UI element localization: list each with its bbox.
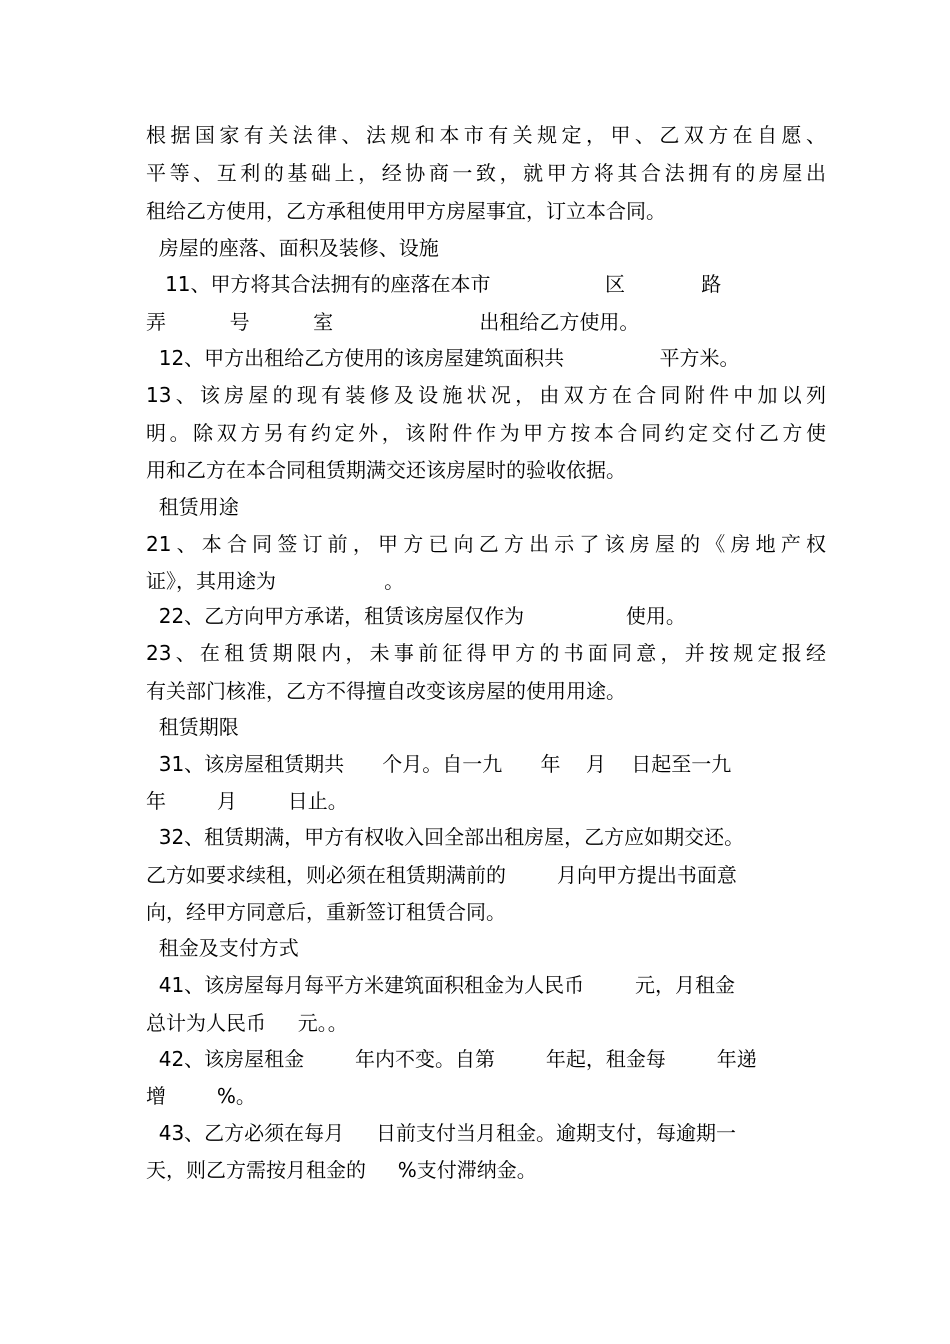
text-line: 43、乙方必须在每月 日前支付当月租金。逾期支付，每逾期一 <box>146 1121 736 1145</box>
text-line: 41、该房屋每月每平方米建筑面积租金为人民币 元，月租金 <box>146 973 736 997</box>
text-line: 32、租赁期满，甲方有权收入回全部出租房屋，乙方应如期交还。 <box>146 825 745 849</box>
text-line: 租给乙方使用，乙方承租使用甲方房屋事宜，订立本合同。 <box>146 199 666 223</box>
text-line: 42、该房屋租金 年内不变。自第 年起，租金每 年递 <box>146 1047 757 1071</box>
text-line: 天，则乙方需按月租金的 %支付滞纳金。 <box>146 1158 537 1182</box>
text-line: 12、甲方出租给乙方使用的该房屋建筑面积共 平方米。 <box>146 346 740 370</box>
section-heading: 租赁期限 <box>146 715 239 739</box>
section-heading: 租金及支付方式 <box>146 936 299 960</box>
text-line: 年 月 日止。 <box>146 789 348 813</box>
section-heading: 房屋的座落、面积及装修、设施 <box>146 236 439 260</box>
text-line: 根据国家有关法律、法规和本市有关规定，甲、乙双方在自愿、 <box>146 123 826 147</box>
text-line: 证》，其用途为 。 <box>146 569 405 593</box>
text-line: 13、该房屋的现有装修及设施状况，由双方在合同附件中加以列 <box>146 383 826 407</box>
text-line: 用和乙方在本合同租赁期满交还该房屋时的验收依据。 <box>146 458 626 482</box>
text-line: 明。除双方另有约定外，该附件作为甲方按本合同约定交付乙方使 <box>146 421 826 445</box>
text-line: 增 %。 <box>146 1084 256 1108</box>
text-line: 22、乙方向甲方承诺，租赁该房屋仅作为 使用。 <box>146 604 686 628</box>
text-line: 弄 号 室 出租给乙方使用。 <box>146 310 640 334</box>
text-line: 有关部门核准，乙方不得擅自改变该房屋的使用用途。 <box>146 679 626 703</box>
text-line: 31、该房屋租赁期共 个月。自一九 年 月 日起至一九 <box>146 752 732 776</box>
text-line: 11、甲方将其合法拥有的座落在本市 区 路 <box>146 272 722 296</box>
text-line: 乙方如要求续租，则必须在租赁期满前的 月向甲方提出书面意 <box>146 863 737 887</box>
text-line: 21、本合同签订前，甲方已向乙方出示了该房屋的《房地产权 <box>146 532 826 556</box>
text-line: 向，经甲方同意后，重新签订租赁合同。 <box>146 900 506 924</box>
text-line: 平等、互利的基础上，经协商一致，就甲方将其合法拥有的房屋出 <box>146 161 826 185</box>
text-line: 总计为人民币 元。。 <box>146 1011 348 1035</box>
text-line: 23、在租赁期限内，未事前征得甲方的书面同意，并按规定报经 <box>146 641 826 665</box>
section-heading: 租赁用途 <box>146 495 239 519</box>
